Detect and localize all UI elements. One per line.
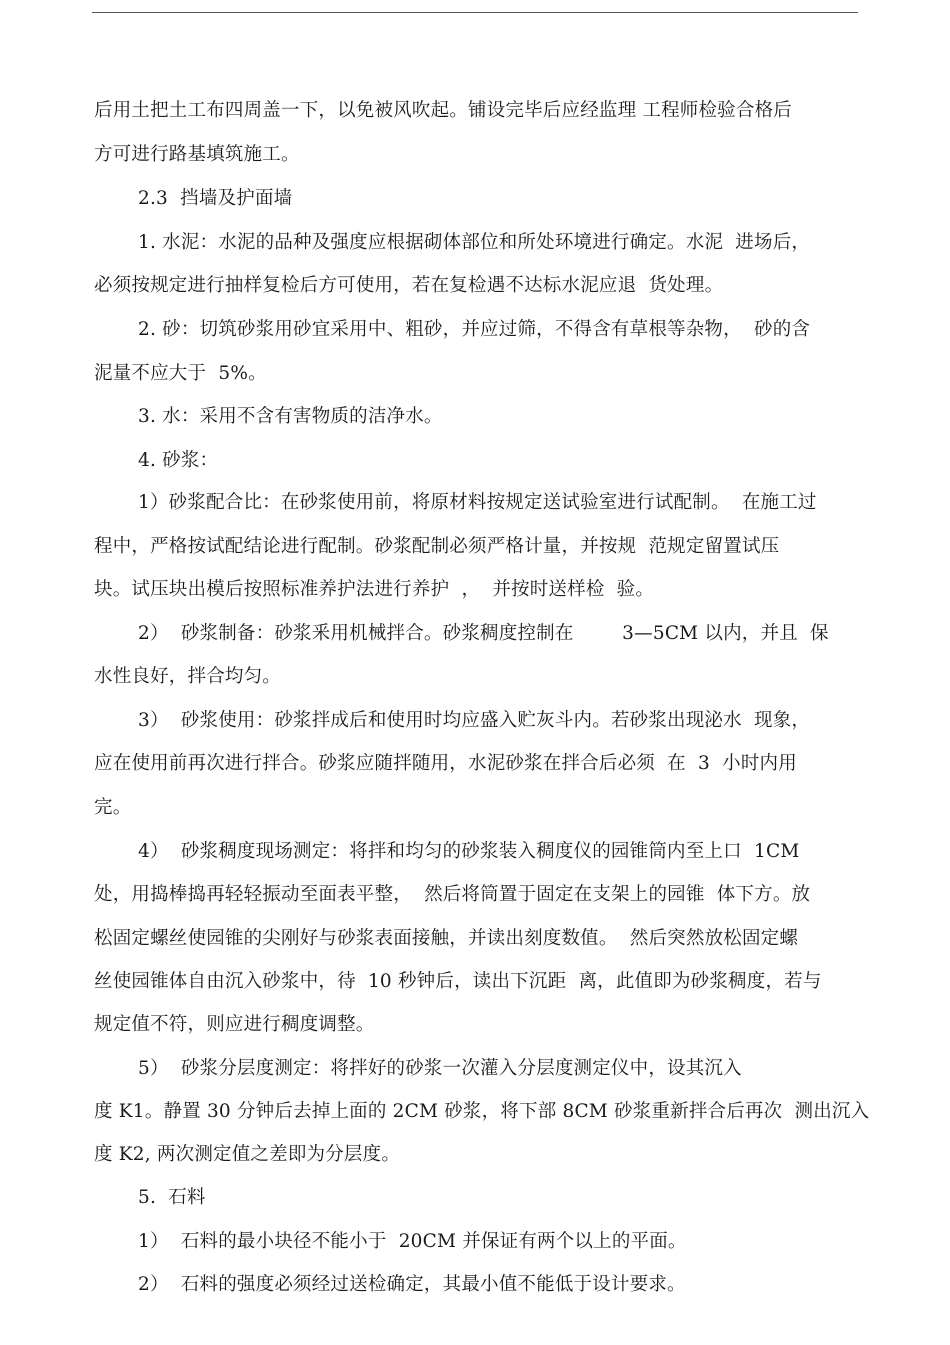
text-line: 规定值不符，则应进行稠度调整。: [94, 1014, 375, 1035]
text-line: 4. 砂浆：: [138, 450, 219, 471]
text-line: 1）砂浆配合比：在砂浆使用前，将原材料按规定送试验室进行试配制。 在施工过: [138, 492, 817, 513]
text-line: 2） 砂浆制备：砂浆釆用机械拌合。砂浆稠度控制在 3—5CM 以内，并且 保: [138, 623, 829, 644]
text-line: 1） 石料的最小块径不能小于 20CM 并保证有两个以上的平面。: [138, 1231, 687, 1252]
text-line: 3. 水：采用不含有害物质的洁净水。: [138, 406, 443, 427]
text-line: 水性良好，拌合均匀。: [94, 666, 282, 687]
text-line: 后用土把土工布四周盖一下，以免被风吹起。铺设完毕后应经监理 工程师检验合格后: [94, 100, 792, 121]
section-heading: 5. 石料: [138, 1187, 206, 1208]
text-line: 度 K1。静置 30 分钟后去掉上面的 2CM 砂浆，将下部 8CM 砂浆重新拌合后再次 测出沉入: [94, 1101, 870, 1122]
text-line: 4） 砂浆稠度现场测定：将拌和均匀的砂浆装入稠度仪的园锥筒内至上口 1CM: [138, 841, 800, 862]
text-line: 方可进行路基填筑施工。: [94, 144, 300, 165]
text-line: 5） 砂浆分层度测定：将拌好的砂浆一次灌入分层度测定仪中，设其沉入: [138, 1058, 742, 1079]
section-heading: 2.3 挡墙及护面墙: [138, 188, 293, 209]
text-line: 3） 砂浆使用：砂浆拌成后和使用时均应盛入贮灰斗内。若砂浆出现泌水 现象，: [138, 710, 811, 731]
text-line: 块。试压块出模后按照标准养护法进行养护 ， 并按时送样检 验。: [94, 579, 655, 600]
text-line: 处，用捣棒捣再轻轻振动至面表平整， 然后将筒置于固定在支架上的园锥 体下方。放: [94, 884, 811, 905]
text-line: 2. 砂：切筑砂浆用砂宜采用中、粗砂，并应过筛，不得含有草根等杂物， 砂的含: [138, 319, 811, 340]
text-line: 完。: [94, 797, 132, 818]
text-line: 1. 水泥：水泥的品种及强度应根据砌体部位和所处环境进行确定。水泥 进场后，: [138, 232, 811, 253]
text-line: 度 K2, 两次测定值之差即为分层度。: [94, 1144, 401, 1165]
text-line: 必须按规定进行抽样复检后方可使用，若在复检遇不达标水泥应退 货处理。: [94, 275, 724, 296]
text-line: 程中，严格按试配结论进行配制。砂浆配制必须严格计量，并按规 范规定留置试压: [94, 536, 780, 557]
text-line: 应在使用前再次进行拌合。砂浆应随拌随用，水泥砂浆在拌合后必须 在 3 小时内用: [94, 753, 797, 774]
text-line: 2） 石料的强度必须经过送检确定，其最小值不能低于设计要求。: [138, 1274, 686, 1295]
text-line: 松固定螺丝使园锥的尖刚好与砂浆表面接触，并读出刻度数值。 然后突然放松固定螺: [94, 928, 799, 949]
text-line: 泥量不应大于 5%。: [94, 363, 267, 384]
text-line: 丝使园锥体自由沉入砂浆中，待 10 秒钟后，读出下沉距 离，此值即为砂浆稠度，若与: [94, 971, 822, 992]
header-rule: [92, 12, 858, 13]
